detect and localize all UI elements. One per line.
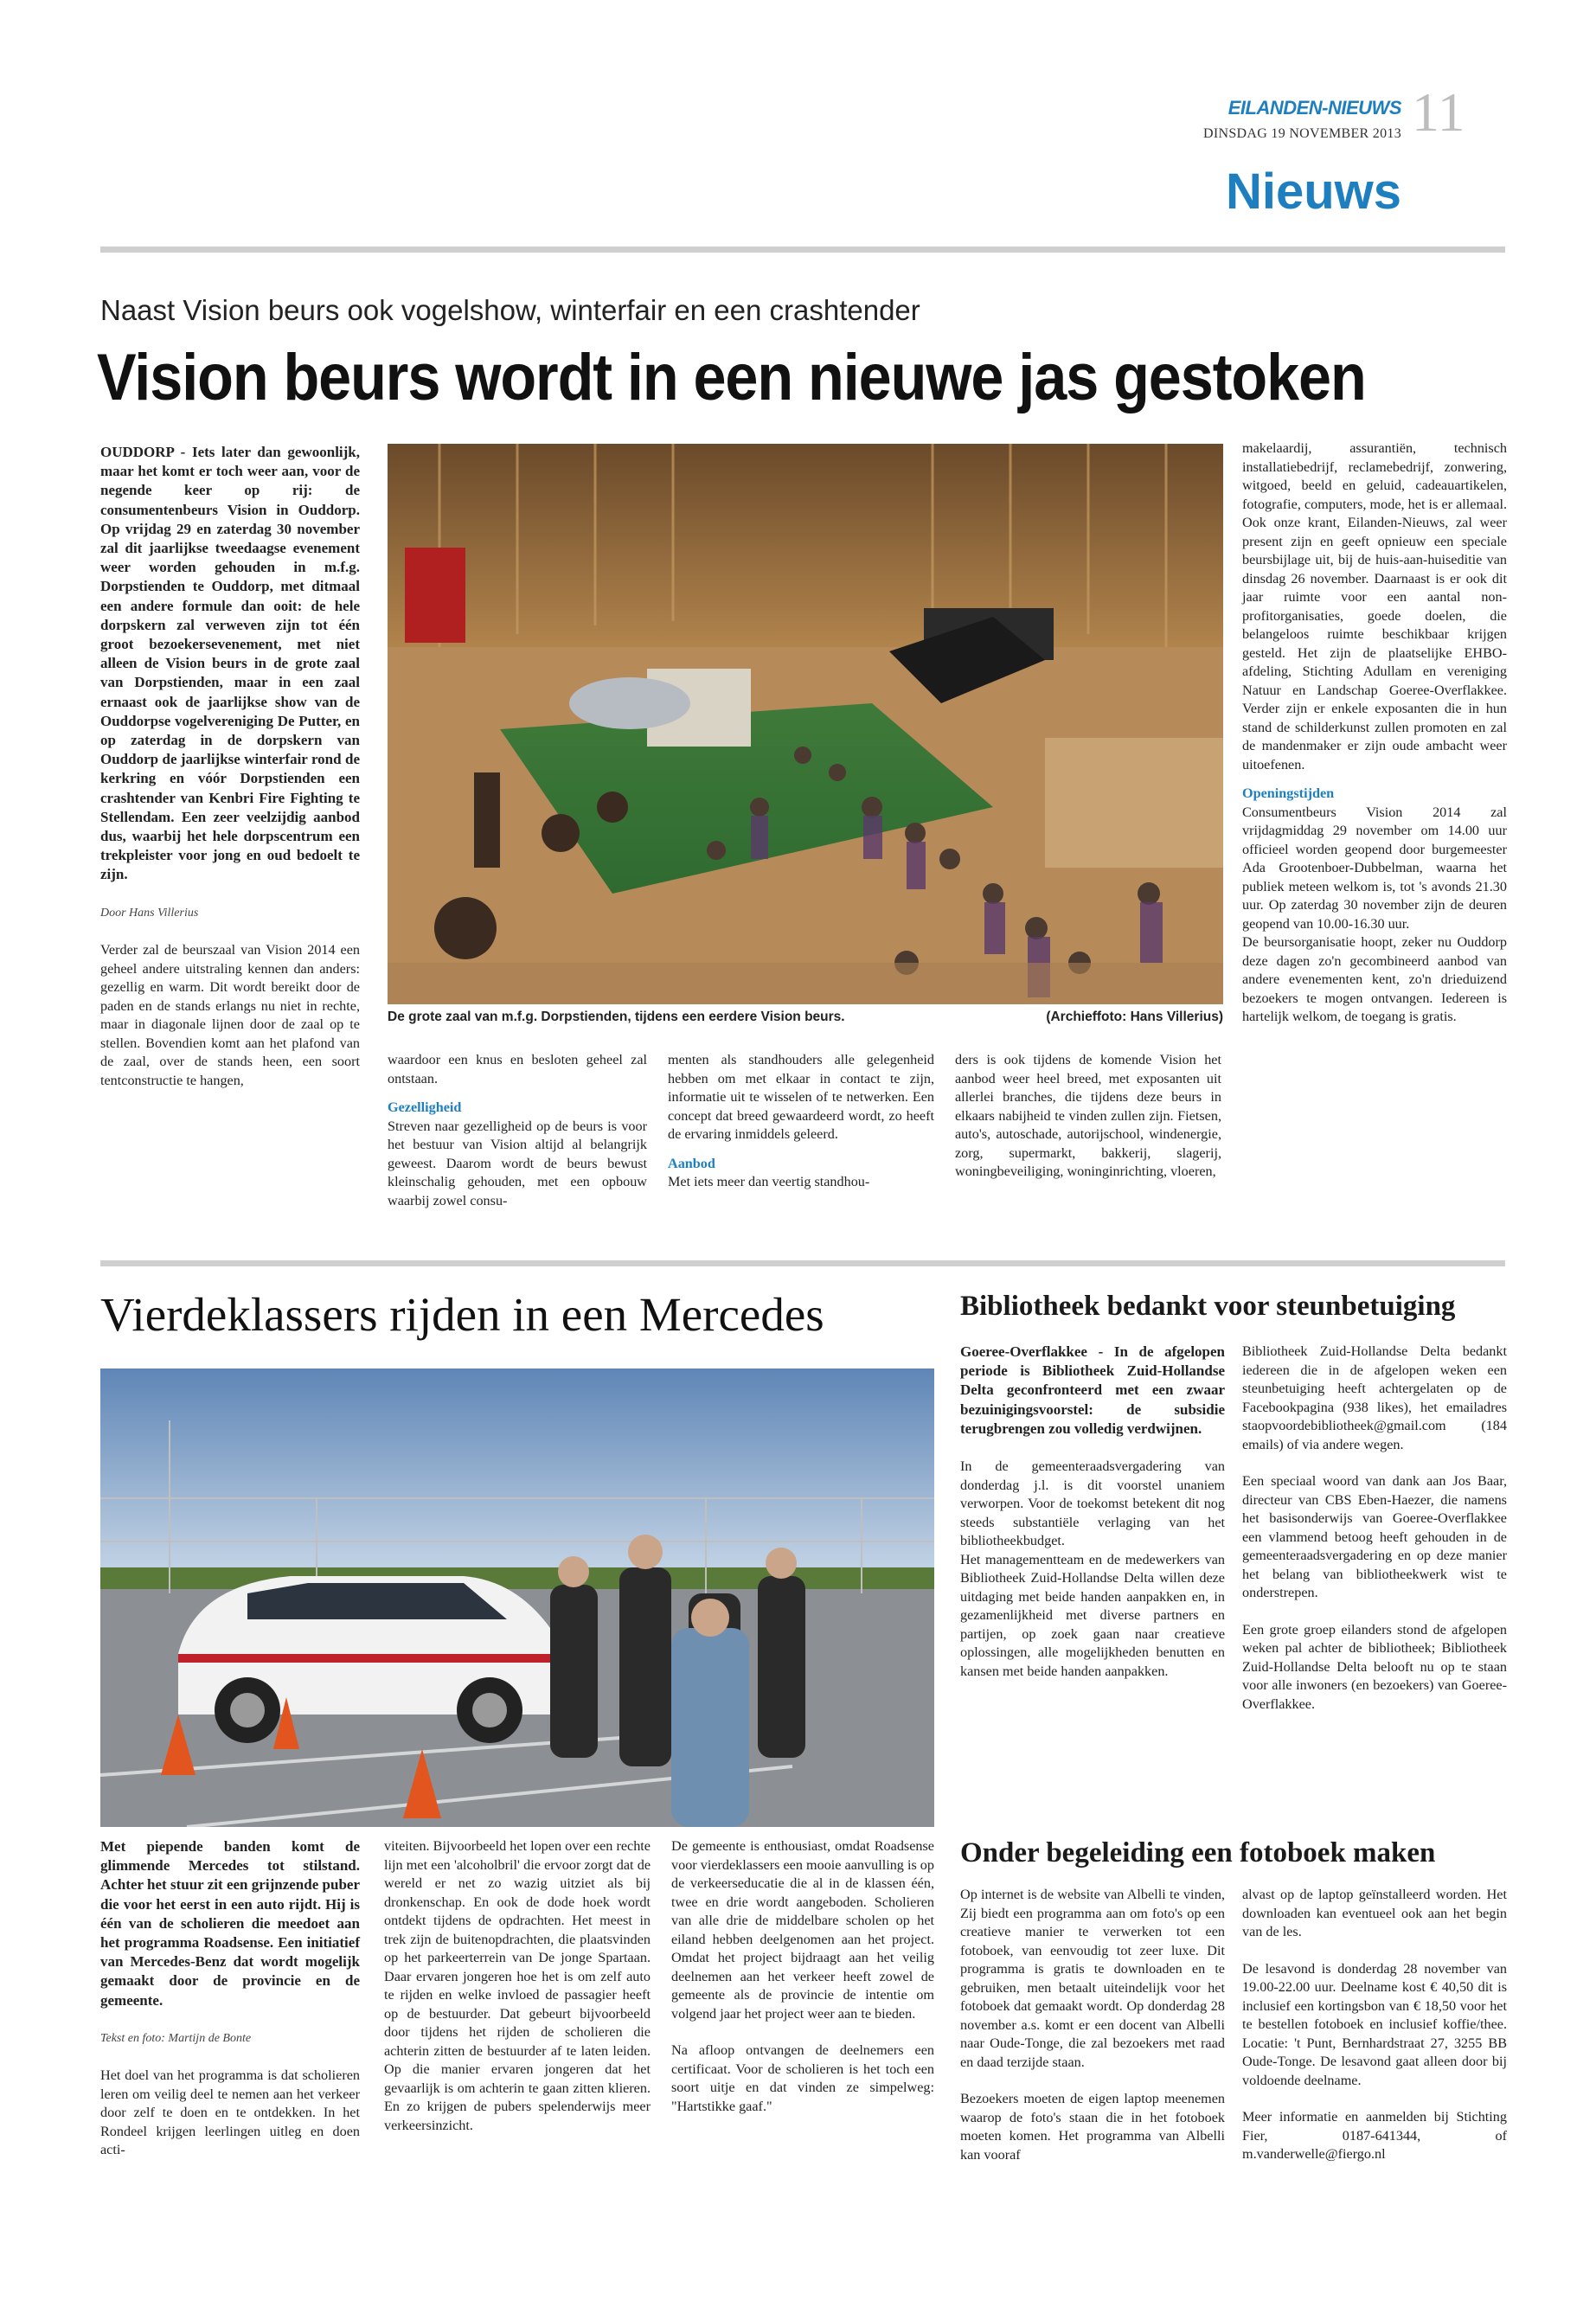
- page-number: 11: [1412, 81, 1465, 143]
- article3-col1-text: In de gemeenteraadsvergadering van donderdag j.l. is dit voorstel unaniem verworpen. Voor de toekomst betekent dit nog steeds substantiële verlaging van het bibliotheekbudget.: [960, 1458, 1225, 1549]
- article1-col2-text: waardoor een knus en besloten geheel zal ontstaan.: [388, 1052, 647, 1086]
- article3-col2-text-b: Een speciaal woord van dank aan Jos Baar, directeur van CBS Eben-Haezer, die namens het basisonderwijs van Goeree-Overflakkee een vlammend betoog heeft gehouden in de gemeenteraadsvergadering en op deze manier het belang van bibliotheekwerk wist te onderstrepen.: [1242, 1473, 1507, 1600]
- subhead-openingstijden: Openingstijden: [1242, 785, 1335, 801]
- article2-col1-text: Het doel van het programma is dat scholieren leren om veilig deel te nemen aan het verkeer door zelf te doen en te ontdekken. In het Rondeel krijgen leerlingen uitleg en doen acti-: [100, 2067, 360, 2158]
- section-rule: [100, 1260, 1505, 1266]
- article2-col1: [100, 1837, 360, 2160]
- mercedes-photo: [100, 1368, 934, 1827]
- article1-col3-text: menten als standhouders alle gelegenheid hebben om met elkaar in contact te zijn, informatie uit te wisselen of te netwerken. Een concept dat breed gewaardeerd wordt, zo heeft de ervaring inmiddels geleerd.: [668, 1052, 934, 1142]
- subhead-gezelligheid: Gezelligheid: [388, 1099, 462, 1115]
- article1-photo-credit: (Archieffoto: Hans Villerius): [1046, 1009, 1223, 1024]
- article1-col3-text-b: Met iets meer dan veertig standhou-: [668, 1174, 870, 1189]
- article4-col1: [960, 1886, 1225, 2164]
- article4-col2-text: alvast op de laptop geïnstalleerd worden. Het downloaden kan eventueel ook aan het begin van de les.: [1242, 1887, 1507, 1939]
- article3-col1: [960, 1343, 1225, 1681]
- article2-col3-text-b: Na afloop ontvangen de deelnemers een certificaat. Voor de scholieren is het toch een soort uitje en dat vinden ze simpelweg: "Hartstikke gaaf.": [671, 2042, 934, 2114]
- article2-headline: Vierdeklassers rijden in een Mercedes: [100, 1288, 824, 1341]
- article2-lead: Met piepende banden komt de glimmende Mercedes tot stilstand. Achter het stuur zit een grijnzende puber die voor het eerst in een auto rijdt. Hij is één van de scholieren die meedoet aan het programma Roadsense. Een initiatief van Mercedes-Benz dat wordt mogelijk gemaakt door de provincie en de gemeente.: [100, 1838, 360, 2009]
- article1-col4-text: ders is ook tijdens de komende Vision het aanbod weer heel breed, met exposanten uit allerlei branches, die tijdens deze beurs in elkaars nabijheid te vinden zullen zijn. Fietsen, auto's, autoschade, autorijschool, windenergie, zorg, supermarkt, bakkerij, slagerij, woningbeveiliging, woninginrichting, vloeren,: [955, 1052, 1221, 1179]
- article2-byline: Tekst en foto: Martijn de Bonte: [100, 2031, 252, 2045]
- exhibition-hall-photo: [388, 444, 1223, 1004]
- article1-headline: Vision beurs wordt in een nieuwe jas gestoken: [97, 341, 1366, 414]
- article1-col3: [668, 1051, 934, 1192]
- article1-col2: [388, 1051, 647, 1210]
- article1-col1-text: Verder zal de beurszaal van Vision 2014 een geheel andere uitstraling kennen dan anders: gezellig en warm. Dit wordt bereikt door de paden en de stands erlangs nu niet in rechte, maar in diagonale lijnen door de zaal op te stellen. Bovendien komt aan het plafond van de zaal, over de stands heen, een soort tentconstructie te hangen,: [100, 942, 360, 1088]
- paper-logo: EILANDEN-NIEUWS: [1227, 97, 1401, 119]
- article1-col5-text-b: Consumentbeurs Vision 2014 zal vrijdagmiddag 29 november om 14.00 uur officieel worden geopend door burgemeester Ada Grootenboer-Dubbelman, waarna het publiek meteen welkom is, tot 's avonds 21.30 uur. Op zaterdag 30 november zijn de deuren geopend van 10.00-16.30 uur.: [1242, 804, 1507, 932]
- article2-col3-text: De gemeente is enthousiast, omdat Roadsense voor vierdeklassers een mooie aanvulling is op de verkeerseducatie die al in de klassen één, twee en drie wordt aangeboden. Scholieren van alle drie de middelbare scholen op het eiland hebben deelgenomen aan het project. Omdat het project bijdraagt aan het veilig deelnemen aan het verkeer heeft zowel de gemeente als de provincie de intentie om volgend jaar het project weer aan te bieden.: [671, 1838, 934, 2022]
- subhead-aanbod: Aanbod: [668, 1155, 715, 1171]
- article1-kicker: Naast Vision beurs ook vogelshow, winterfair en een crashtender: [100, 294, 920, 326]
- article4-col2: [1242, 1886, 1507, 2164]
- section-title: Nieuws: [1225, 163, 1401, 220]
- article1-col5-text: makelaardij, assurantiën, technisch installatiebedrijf, reclamebedrijf, zonwering, witgoed, beeld en geluid, cadeauartikelen, fotografie, computers, mode, het is er allemaal. Ook onze krant, Eilanden-Nieuws, zal weer present zijn en geeft opnieuw een speciale beursbijlage uit, bij de huis-aan-huiseditie van dinsdag 26 november. Daarnaast is er ook dit jaar ruimte voor een aantal non-profitorganisaties, goede doelen, die belangeloos ruimte beschikbaar krijgen gesteld. Het zijn de plaatselijke EHBO-afdeling, Stichting Adullam en vereniging Natuur en Landschap Goeree-Overflakkee. Verder zijn er enkele exposanten die in hun stand de schilderkunst zullen promoten en zal de mandenmaker er zijn oude ambacht weer uitoefenen.: [1242, 440, 1507, 772]
- article2-col3: [671, 1837, 934, 2116]
- article4-col2-text-b: De lesavond is donderdag 28 november van 19.00-22.00 uur. Deelname kost € 40,50 dit is inclusief een kortingsbon van € 18,50 voor het te bestellen fotoboek en inclusief koffie/thee. Locatie: 't Punt, Bernhardstraat 27, 3255 BB Oude-Tonge. De lesavond gaat alleen door bij voldoende deelname.: [1242, 1960, 1507, 2088]
- article4-col1-text: Op internet is de website van Albelli te vinden, Zij biedt een programma aan om foto's op een creatieve manier te verwerken tot een fotoboek, van eenvoudig tot zeer luxe. Dit programma is gratis te downloaden en te gebruiken, men betaalt uiteindelijk voor het fotoboek dat gemaakt wordt. Op donderdag 28 november a.s. komt er een docent van Albelli naar Oude-Tonge, die zal bezoekers met raad en daad terzijde staan.: [960, 1887, 1225, 2070]
- article2-col2-text: viteiten. Bijvoorbeeld het lopen over een rechte lijn met een 'alcoholbril' die ervoor zorgt dat de wereld er net zo wazig uitziet als bij dronkenschap. En ook de dode hoek wordt ontdekt tijdens de opdrachten. Het meest in trek zijn de buitenopdrachten, die plaatsvinden op het parkeerterrein van De jonge Spartaan. Daar ervaren jongeren hoe het is om zelf auto te rijden en welke invloed de passagier heeft op de bestuurder. Dat gebeurt bijvoorbeeld door tijdens het rijden de scholieren die achterin zitten de bestuurder af te laten leiden. Op die manier ervaren jongeren dat het gevaarlijk is om achterin te gaan zitten klieren. En zo krijgen de pubers spelenderwijs meer verkeersinzicht.: [384, 1838, 651, 2133]
- article1-col5-text-c: De beursorganisatie hoopt, zeker nu Ouddorp deze dagen zo'n gecombineerd aanbod van andere evenementen kent, zo'n drieduizend bezoekers te mogen ontvangen. Iedereen is hartelijk welkom, de toegang is gratis.: [1242, 934, 1507, 1024]
- article3-headline: Bibliotheek bedankt voor steunbetuiging: [960, 1291, 1456, 1322]
- article1-lead-text: OUDDORP - Iets later dan gewoonlijk, maar het komt er toch weer aan, voor de negende keer op rij: de consumentenbeurs Vision in Ouddorp. Op vrijdag 29 en zaterdag 30 november zal dit jaarlijkse tweedaagse evenement weer worden gehouden in m.f.g. Dorpstienden te Ouddorp, met ditmaal een andere formule dan ooit: de hele dorpskern zal verweven zijn tot één groot bezoekersevenement, met niet alleen de Vision beurs in de grote zaal van Dorpstienden, maar in een zaal ernaast ook de jaarlijkse show van de Ouddorpse vogelvereniging De Putter, en op zaterdag in de dorpskern van Ouddorp de jaarlijkse winterfair rond de kerkring en vóór Dorpstienden een crashtender van Kenbri Fire Fighting te Stellendam. Een zeer veelzijdig aanbod dus, waarbij het hele dorpscentrum een trekpleister voor jong en oud bedoelt te zijn.: [100, 444, 360, 883]
- article3-col1-text-b: Het managementteam en de medewerkers van Bibliotheek Zuid-Hollandse Delta willen deze uitdaging met beide handen aanpakken en, in gezamenlijkheid met diverse partners en partijen, op zoek gaan naar creatieve oplossingen, alle mogelijkheden benutten en kansen met beide handen aanpakken.: [960, 1551, 1225, 1679]
- article4-col2-text-c: Meer informatie en aanmelden bij Stichting Fier, 0187-641344, of m.vanderwelle@fiergo.nl: [1242, 2109, 1507, 2162]
- article1-lead: [100, 443, 360, 1090]
- article3-lead: Goeree-Overflakkee - In de afgelopen periode is Bibliotheek Zuid-Hollandse Delta geconfronteerd met een zwaar bezuinigingsvoorstel: de subsidie terugbrengen zou volledig verdwijnen.: [960, 1343, 1225, 1437]
- article1-col4: [955, 1051, 1221, 1182]
- article1-byline: Door Hans Villerius: [100, 906, 199, 920]
- article3-col2: [1242, 1343, 1507, 1714]
- header-rule: [100, 247, 1505, 253]
- article1-col2-text-b: Streven naar gezelligheid op de beurs is voor het bestuur van Vision altijd al belangrijk geweest. Daarom wordt de beurs bewust kleinschalig gehouden, met een opbouw waarbij zowel consu-: [388, 1118, 647, 1208]
- article3-col2-text-c: Een grote groep eilanders stond de afgelopen weken pal achter de bibliotheek; Bibliotheek Zuid-Hollandse Delta belooft nu op te staan voor alle inwoners (en bezoekers) van Goeree-Overflakkee.: [1242, 1621, 1507, 1712]
- article3-col2-text: Bibliotheek Zuid-Hollandse Delta bedankt iedereen die in de afgelopen weken een steunbetuiging heeft achtergelaten op de Facebookpagina (938 likes), het emailadres staopvoordebibliotheek@gmail.com (184 emails) of via andere wegen.: [1242, 1343, 1507, 1452]
- article1-col5: [1242, 439, 1507, 1027]
- article2-col2: [384, 1837, 651, 2135]
- article1-photo-caption: De grote zaal van m.f.g. Dorpstienden, tijdens een eerdere Vision beurs.: [388, 1009, 845, 1024]
- issue-date: DINSDAG 19 NOVEMBER 2013: [1203, 126, 1401, 141]
- article4-col1-text-b: Bezoekers moeten de eigen laptop meenemen waarop de foto's staan die in het fotoboek moeten komen. Het programma van Albelli kan vooraf: [960, 2091, 1225, 2163]
- article4-headline: Onder begeleiding een fotoboek maken: [960, 1837, 1436, 1868]
